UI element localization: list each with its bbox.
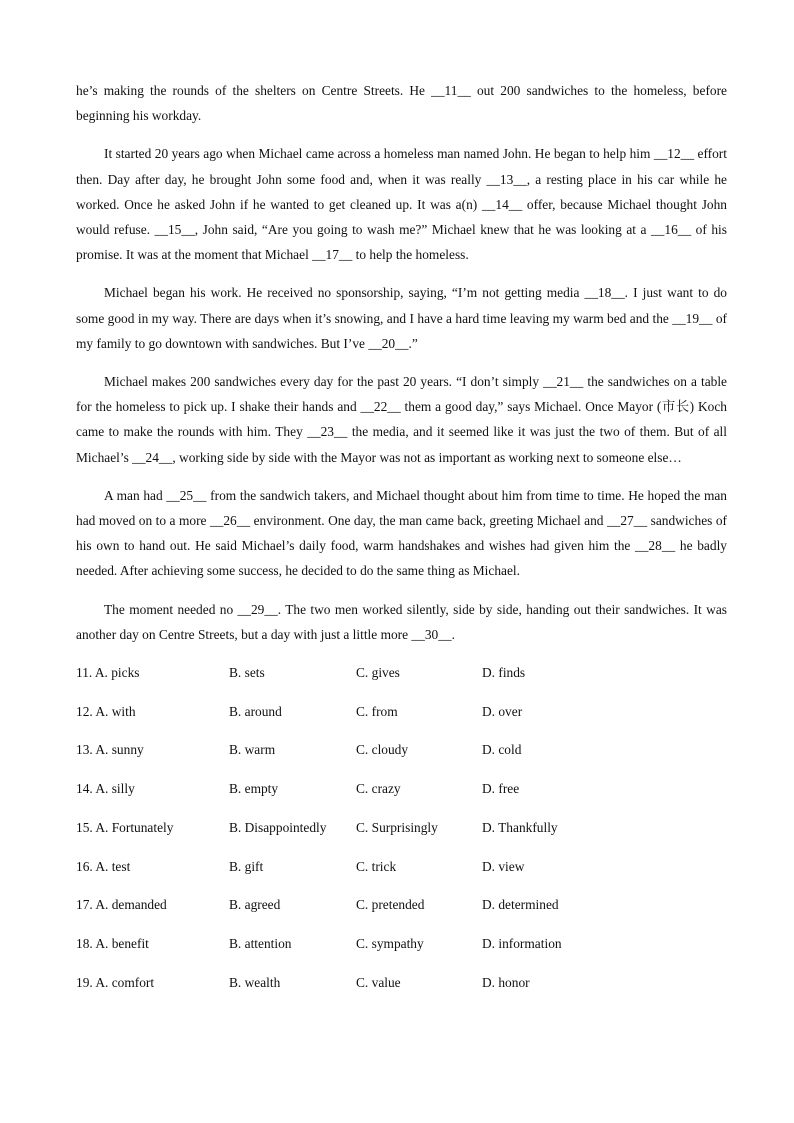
option-c: C. crazy (356, 781, 401, 797)
option-b: B. warm (229, 742, 276, 758)
option-a: 17. A. demanded (76, 897, 167, 913)
option-d: D. information (482, 935, 562, 951)
cloze-passage (76, 78, 727, 647)
option-c: C. from (356, 703, 398, 719)
option-b: B. agreed (229, 897, 281, 913)
option-a: 14. A. silly (76, 781, 135, 797)
option-b: B. sets (229, 665, 265, 681)
question-19-options (76, 970, 727, 1009)
option-c: C. Surprisingly (356, 819, 438, 835)
option-b: B. attention (229, 935, 292, 951)
option-a: 16. A. test (76, 858, 131, 874)
option-c: C. gives (356, 665, 400, 681)
option-d: D. view (482, 858, 525, 874)
option-c: C. trick (356, 858, 397, 874)
question-11-options (76, 660, 727, 699)
passage-paragraph-5: A man had __25__ from the sandwich takers, and Michael thought about him from time to time. He hoped the man had moved on to a more __26__ environment. One day, the man came back, greeting Michael and __27__ sandwiches of his own to hand out. He said Michael’s daily food, warm handshakes and wishes had given him the __28__ he badly needed. After achieving some success, he decided to do the same thing as Michael. (76, 487, 727, 579)
option-d: D. cold (482, 742, 522, 758)
passage-paragraph-1: he’s making the rounds of the shelters on Centre Streets. He __11__ out 200 sandwiches to the homeless, before beginning his workday. (76, 83, 727, 124)
passage-paragraph-3: Michael began his work. He received no sponsorship, saying, “I’m not getting media __18__. I just want to do some good in my way. There are days when it’s snowing, and I have a hard time leaving my warm bed and the __19__ of my family to go downtown with sandwiches. But I’ve __20__.” (76, 285, 727, 351)
option-d: D. free (482, 781, 520, 797)
option-b: B. gift (229, 858, 264, 874)
question-15-options (76, 815, 727, 854)
option-a: 13. A. sunny (76, 742, 144, 758)
option-a: 19. A. comfort (76, 974, 155, 990)
option-b: B. empty (229, 781, 279, 797)
option-d: D. finds (482, 665, 526, 681)
option-d: D. over (482, 703, 523, 719)
option-b: B. wealth (229, 974, 281, 990)
option-c: C. sympathy (356, 935, 424, 951)
document-page (76, 78, 727, 1008)
option-b: B. around (229, 703, 282, 719)
question-17-options (76, 892, 727, 931)
passage-paragraph-6: The moment needed no __29__. The two men worked silently, side by side, handing out their sandwiches. It was another day on Centre Streets, but a day with just a little more __30__. (76, 601, 727, 642)
option-b: B. Disappointedly (229, 819, 327, 835)
passage-paragraph-2: It started 20 years ago when Michael came across a homeless man named John. He began to help him __12__ effort then. Day after day, he brought John some food and, when it was really __13__, a resting place in his car while he worked. Once he asked John if he wanted to get cleaned up. It was a(n) __14__ offer, because Michael thought John would refuse. __15__, John said, “Are you going to wash me?” Michael knew that he was looking at a __16__ of his promise. It was at the moment that Michael __17__ to help the homeless. (76, 146, 727, 263)
question-14-options (76, 776, 727, 815)
option-c: C. pretended (356, 897, 425, 913)
option-c: C. cloudy (356, 742, 409, 758)
option-d: D. Thankfully (482, 819, 558, 835)
option-a: 15. A. Fortunately (76, 819, 174, 835)
option-c: C. value (356, 974, 401, 990)
question-12-options (76, 699, 727, 738)
answer-options (76, 660, 727, 1008)
option-d: D. honor (482, 974, 530, 990)
question-18-options (76, 931, 727, 970)
question-16-options (76, 854, 727, 893)
option-a: 11. A. picks (76, 665, 140, 681)
passage-paragraph-4: Michael makes 200 sandwiches every day for the past 20 years. “I don’t simply __21__ the sandwiches on a table for the homeless to pick up. I shake their hands and __22__ them a good day,” says Michael. Once Mayor (市长) Koch came to make the rounds with him. They __23__ the media, and it seemed like it was just the two of them. But of all Michael’s __24__, working side by side with the Mayor was not as important as working next to someone else… (76, 374, 727, 465)
option-a: 18. A. benefit (76, 935, 149, 951)
question-13-options (76, 737, 727, 776)
option-a: 12. A. with (76, 703, 136, 719)
option-d: D. determined (482, 897, 559, 913)
